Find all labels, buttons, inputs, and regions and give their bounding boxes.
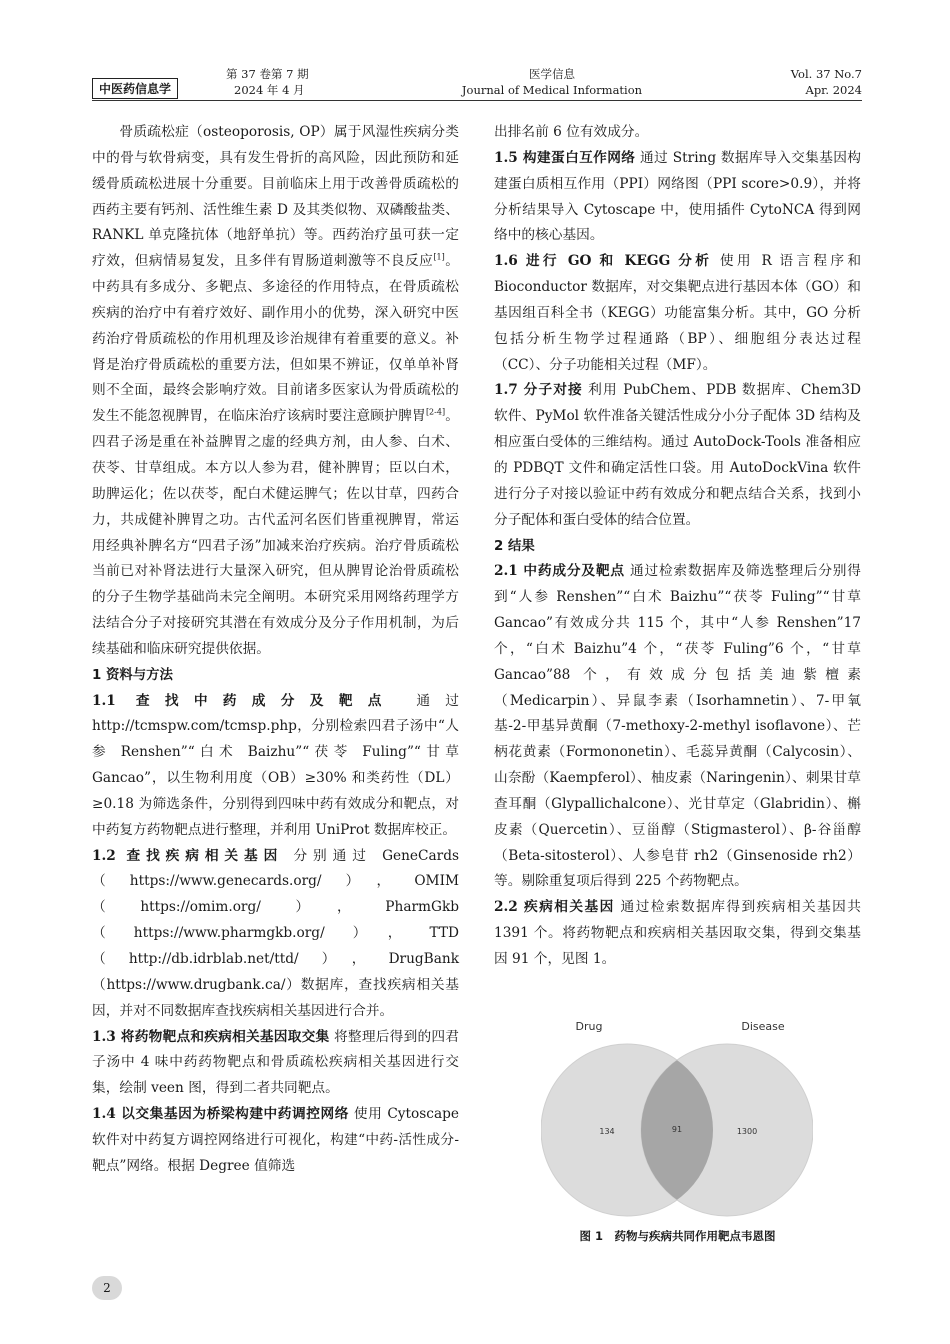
drug-only-count: 134: [599, 1127, 615, 1136]
citation: [2-4]: [425, 407, 446, 417]
paragraph: 1.6 进行 GO 和 KEGG 分析 使用 R 语言程序和 Bioconductor 数据库，对交集靶点进行基因本体（GO）和基因组百科全书（KEGG）功能富集分析。其中，GO 分析包括分析生物学过程通路（BP）、细胞组分表达过程（CC）、分子功能相关过程（MF）。: [494, 253, 862, 373]
section-heading: 2 结果: [494, 538, 535, 554]
overlap-count: 91: [671, 1125, 683, 1134]
paragraph: 出排名前 6 位有效成分。: [494, 124, 649, 140]
drug-label: Drug: [575, 1020, 603, 1033]
header-volume-en: Vol. 37 No.7 Apr. 2024: [790, 67, 862, 97]
page-header: [92, 66, 862, 101]
figure-caption: 图 1 药物与疾病共同作用靶点韦恩图: [579, 1229, 776, 1243]
paragraph: 2.1 中药成分及靶点 通过检索数据库及筛选整理后分别得到“人参 Renshen”“白术 Baizhu”“茯苓 Fuling”“甘草 Gancao”有效成分共 115 个，其中“人参 Renshen”17 个，“白术 Baizhu”4 个，“茯苓 Fuling”6 个，“甘草 Gancao”88 个，有效成分包括美迪紫檀素（Medicarpin）、异鼠李素（Isorhamnetin）、7-甲氧基-2-甲基异黄酮（7-methoxy-2-methyl isoflavone）、芒柄花黄素（Formononetin）、毛蕊异黄酮（Calycosin）、山奈酚（Kaempferol）、柚皮素（Naringenin）、刺果甘草查耳酮（Glypallichalcone）、光甘草定（Glabridin）、槲皮素（Quercetin）、豆甾醇（Stigmasterol）、β-谷甾醇（Beta-sitosterol）、人参皂苷 rh2（Ginsenoside rh2）等。剔除重复项后得到 225 个药物靶点。: [494, 563, 861, 890]
disease-only-count: 1300: [736, 1127, 758, 1136]
section-heading: 1 资料与方法: [92, 667, 173, 683]
intro-paragraph: 骨质疏松症（osteoporosis, OP）属于风湿性疾病分类中的骨与软骨病变，具有发生骨折的高风险，因此预防和延缓骨质疏松进展十分重要。目前临床上用于改善骨质疏松的西药主要有钙剂、活性维生素 D 及其类似物、双磷酸盐类、RANKL 单克隆抗体（地舒单抗）等。西药治疗虽可获一定疗效，但病情易复发，且多伴有胃肠道刺激等不良反应[1]。中药具有多成分、多靶点、多途径的作用特点，在骨质疏松疾病的治疗中有着疗效好、副作用小的优势，深入研究中医药治疗骨质疏松的作用机理及诊治规律有着重要的意义。补肾是治疗骨质疏松的重要方法，但如果不辨证，仅单单补肾则不全面，最终会影响疗效。目前诸多医家认为骨质疏松的发生不能忽视脾胃，在临床治疗该病时要注意顾护脾胃[2-4]。四君子汤是重在补益脾胃之虚的经典方剂，由人参、白术、茯苓、甘草组成。本方以人参为君，健补脾胃；臣以白术，助脾运化；佐以茯苓，配白术健运脾气；佐以甘草，四药合力，共成健补脾胃之功。古代孟河名医们皆重视脾胃，常运用经典补脾名方“四君子汤”加减来治疗疾病。治疗骨质疏松当前已对补肾法进行大量深入研究，但从脾胃论治骨质疏松的分子生物学基础尚未完全阐明。本研究采用网络药理学方法结合分子对接研究其潜在有效成分及分子作用机制，为后续基础和临床研究提供依据。: [92, 124, 459, 657]
paragraph: 1.2 查找疾病相关基因 分别通过 GeneCards（https://www.genecards.org/），OMIM（https://omim.org/），PharmGkb（https://www.pharmgkb.org/），TTD（http://db.idrblab.net/ttd/），DrugBank（https://www.drugbank.ca/）数据库，查找疾病相关基因，并对不同数据库查找疾病相关基因进行合并。: [92, 847, 459, 1019]
journal-title: 医学信息 Journal of Medical Information: [461, 67, 643, 97]
left-column: [92, 120, 459, 1180]
page-number: 2: [92, 1276, 122, 1300]
paragraph: 1.5 构建蛋白互作网络 通过 String 数据库导入交集基因构建蛋白质相互作用（PPI）网络图（PPI score>0.9），并将分析结果导入 Cytoscape 中，使用插件 CytoNCA 得到网络中的核心基因。: [494, 149, 861, 244]
disease-label: Disease: [741, 1020, 785, 1033]
venn-diagram: [541, 1018, 813, 1218]
section-tag: 中医药信息学: [92, 78, 178, 99]
right-column: [494, 120, 861, 973]
paragraph: 1.7 分子对接 利用 PubChem、PDB 数据库、Chem3D 软件、PyMol 软件准备关键活性成分小分子配体 3D 结构及相应蛋白受体的三维结构。通过 AutoDock-Tools 准备相应的 PDBQT 文件和确定活性口袋。用 AutoDockVina 软件进行分子对接以验证中药有效成分和靶点结合关系，找到小分子配体和蛋白受体的结合位置。: [494, 382, 861, 528]
header-volume: 第 37 卷第 7 期 2024 年 4 月: [226, 67, 309, 97]
paragraph: 1.3 将药物靶点和疾病相关基因取交集 将整理后得到的四君子汤中 4 味中药药物靶点和骨质疏松疾病相关基因进行交集，绘制 veen 图，得到二者共同靶点。: [92, 1028, 459, 1097]
citation: [1]: [433, 252, 445, 262]
paragraph: 1.4 以交集基因为桥梁构建中药调控网络 使用 Cytoscape 软件对中药复方调控网络进行可视化，构建“中药-活性成分-靶点”网络。根据 Degree 值筛选: [92, 1106, 459, 1174]
paragraph: 2.2 疾病相关基因 通过检索数据库得到疾病相关基因共 1391 个。将药物靶点和疾病相关基因取交集，得到交集基因 91 个，见图 1。: [494, 899, 861, 967]
paragraph: 1.1 查找中药成分及靶点 通过 http://tcmspw.com/tcmsp.php，分别检索四君子汤中“人参 Renshen”“白术 Baizhu”“茯苓 Fuling”“甘草 Gancao”，以生物利用度（OB）≥30% 和类药性（DL）≥0.18 为筛选条件，分别得到四味中药有效成分和靶点，对中药复方药物靶点进行整理，并利用 UniProt 数据库校正。: [92, 692, 459, 838]
